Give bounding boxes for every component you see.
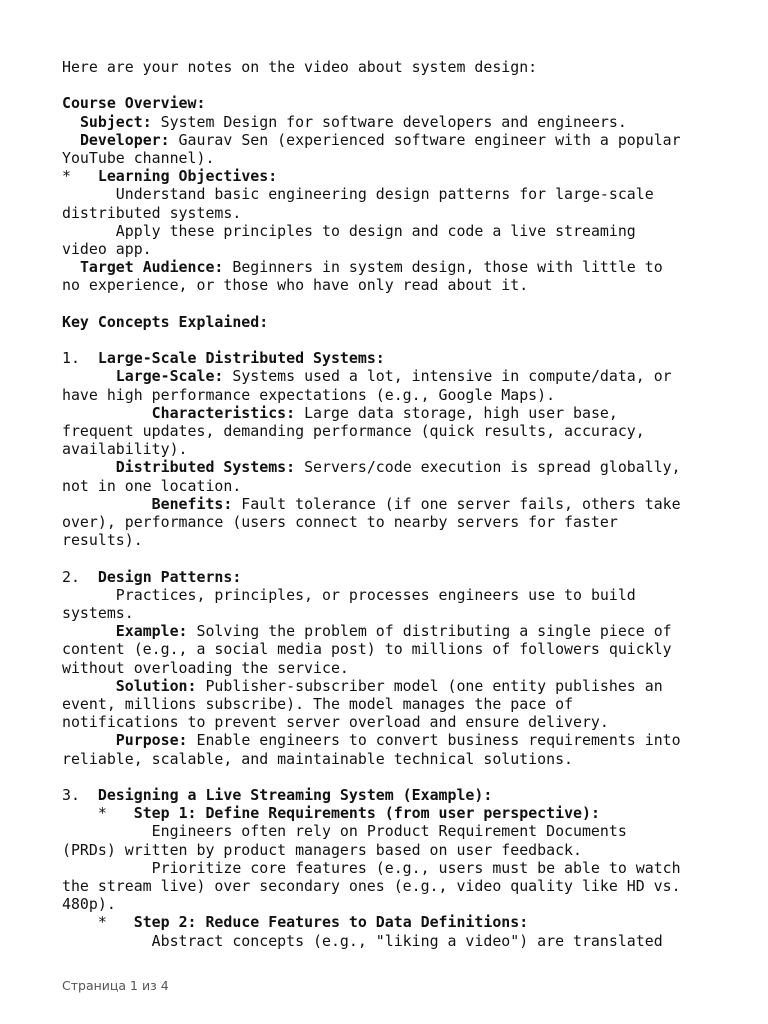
line-heading: Purpose:: [115, 731, 188, 750]
document-body: [62, 58, 722, 950]
line-text: Fault tolerance (if one server fails, others take: [232, 494, 681, 513]
line-indent: [62, 822, 152, 840]
text-line: [62, 94, 722, 112]
line-heading: Distributed Systems:: [115, 458, 296, 477]
line-text: no experience, or those who have only read about it.: [62, 276, 529, 295]
line-text: Prioritize core features (e.g., users must be able to watch: [151, 858, 681, 877]
text-line: [62, 167, 722, 185]
line-heading: Learning Objectives:: [97, 167, 278, 186]
line-text: have high performance expectations (e.g., Google Maps).: [62, 385, 556, 404]
text-line: [62, 877, 722, 895]
line-heading: Solution:: [115, 676, 197, 695]
text-line: [62, 349, 722, 367]
text-line: [62, 531, 722, 549]
line-indent: 2.: [62, 567, 98, 586]
line-indent: [62, 113, 80, 131]
text-line: [62, 222, 722, 240]
text-line: [62, 313, 722, 331]
line-text: Practices, principles, or processes engineers use to build: [115, 585, 636, 604]
line-text: Beginners in system design, those with little to: [223, 258, 663, 277]
line-text: the stream live) over secondary ones (e.g., video quality like HD vs.: [62, 877, 681, 896]
text-line: [62, 513, 722, 531]
line-indent: [62, 404, 152, 422]
line-indent: [62, 731, 116, 749]
line-text: Abstract concepts (e.g., "liking a video") are translated: [151, 931, 663, 950]
text-line: [62, 331, 722, 349]
text-line: [62, 695, 722, 713]
line-indent: *: [62, 913, 134, 932]
text-line: [62, 859, 722, 877]
text-line: [62, 932, 722, 950]
line-heading: Designing a Live Streaming System (Example):: [97, 786, 493, 805]
line-text: (PRDs) written by product managers based on user feedback.: [62, 840, 582, 859]
line-text: Apply these principles to design and code a live streaming: [115, 221, 636, 240]
line-text: not in one location.: [62, 476, 242, 495]
line-indent: [62, 258, 80, 276]
text-line: [62, 822, 722, 840]
text-line: [62, 131, 722, 149]
text-line: [62, 113, 722, 131]
text-line: [62, 750, 722, 768]
line-indent: [62, 859, 152, 877]
text-line: [62, 495, 722, 513]
line-text: Here are your notes on the video about system design:: [62, 58, 538, 76]
line-heading: Target Audience:: [79, 258, 224, 277]
line-text: Solving the problem of distributing a single piece of: [187, 622, 672, 641]
line-text: results).: [62, 531, 143, 550]
text-line: [62, 913, 722, 931]
line-indent: [62, 495, 152, 513]
text-line: [62, 276, 722, 294]
text-line: [62, 768, 722, 786]
line-indent: [62, 367, 116, 385]
text-line: [62, 586, 722, 604]
line-text: event, millions subscribe). The model manages the pace of: [62, 695, 574, 714]
text-line: [62, 804, 722, 822]
line-text: YouTube channel).: [62, 149, 215, 167]
text-line: [62, 604, 722, 622]
text-line: [62, 477, 722, 495]
line-heading: Developer:: [79, 130, 170, 149]
text-line: [62, 659, 722, 677]
line-text: content (e.g., a social media post) to millions of followers quickly: [62, 640, 672, 659]
line-heading: Course Overview:: [62, 94, 206, 113]
line-text: frequent updates, demanding performance (quick results, accuracy,: [62, 422, 645, 441]
line-text: systems.: [62, 604, 134, 623]
line-indent: [62, 677, 116, 695]
text-line: [62, 568, 722, 586]
line-text: Servers/code execution is spread globally,: [295, 458, 681, 477]
line-indent: 1.: [62, 349, 98, 368]
line-heading: Subject:: [79, 112, 152, 131]
line-heading: Characteristics:: [151, 403, 296, 422]
line-text: availability).: [62, 440, 188, 459]
line-text: Understand basic engineering design patterns for large-scale: [115, 185, 654, 204]
text-line: [62, 549, 722, 567]
line-indent: [62, 932, 152, 950]
text-line: [62, 58, 722, 76]
line-indent: [62, 131, 80, 149]
line-heading: Benefits:: [151, 494, 233, 513]
line-indent: [62, 622, 116, 640]
text-line: [62, 386, 722, 404]
line-heading: Step 1: Define Requirements (from user perspective):: [133, 804, 600, 823]
line-indent: [62, 222, 116, 240]
text-line: [62, 713, 722, 731]
line-indent: [62, 185, 116, 203]
line-heading: Large-Scale:: [115, 367, 224, 386]
text-line: [62, 422, 722, 440]
text-line: [62, 458, 722, 476]
text-line: [62, 404, 722, 422]
text-line: [62, 295, 722, 313]
text-line: [62, 677, 722, 695]
line-heading: Step 2: Reduce Features to Data Definitions:: [133, 913, 529, 932]
line-indent: *: [62, 804, 134, 823]
text-line: [62, 440, 722, 458]
line-heading: Key Concepts Explained:: [62, 312, 269, 331]
line-indent: 3.: [62, 786, 98, 805]
line-text: reliable, scalable, and maintainable technical solutions.: [62, 749, 574, 768]
page-counter: Страница 1 из 4: [62, 978, 169, 993]
line-indent: [62, 458, 116, 476]
text-line: [62, 240, 722, 258]
line-text: Systems used a lot, intensive in compute/data, or: [223, 367, 672, 386]
line-text: Large data storage, high user base,: [295, 403, 618, 422]
line-text: distributed systems.: [62, 203, 242, 222]
line-text: video app.: [62, 240, 152, 259]
line-text: Gaurav Sen (experienced software engineer with a popular: [169, 130, 681, 149]
line-text: Publisher-subscriber model (one entity publishes an: [196, 676, 663, 695]
text-line: [62, 204, 722, 222]
line-text: Enable engineers to convert business requirements into: [187, 731, 681, 750]
text-line: [62, 622, 722, 640]
text-line: [62, 731, 722, 749]
text-line: [62, 185, 722, 203]
text-line: [62, 786, 722, 804]
line-text: Engineers often rely on Product Requirement Documents: [151, 822, 627, 841]
line-heading: Large-Scale Distributed Systems:: [97, 349, 385, 368]
text-line: [62, 640, 722, 658]
line-indent: *: [62, 167, 98, 186]
line-text: notifications to prevent server overload and ensure delivery.: [62, 713, 609, 732]
text-line: [62, 258, 722, 276]
line-text: 480p).: [62, 895, 116, 914]
line-heading: Example:: [115, 622, 188, 641]
line-indent: [62, 586, 116, 604]
text-line: [62, 76, 722, 94]
text-line: [62, 841, 722, 859]
line-text: over), performance (users connect to nearby servers for faster: [62, 513, 618, 532]
line-heading: Design Patterns:: [97, 567, 242, 586]
line-text: without overloading the service.: [62, 658, 349, 677]
text-line: [62, 149, 722, 167]
text-line: [62, 895, 722, 913]
text-line: [62, 367, 722, 385]
line-text: System Design for software developers and engineers.: [151, 112, 627, 131]
